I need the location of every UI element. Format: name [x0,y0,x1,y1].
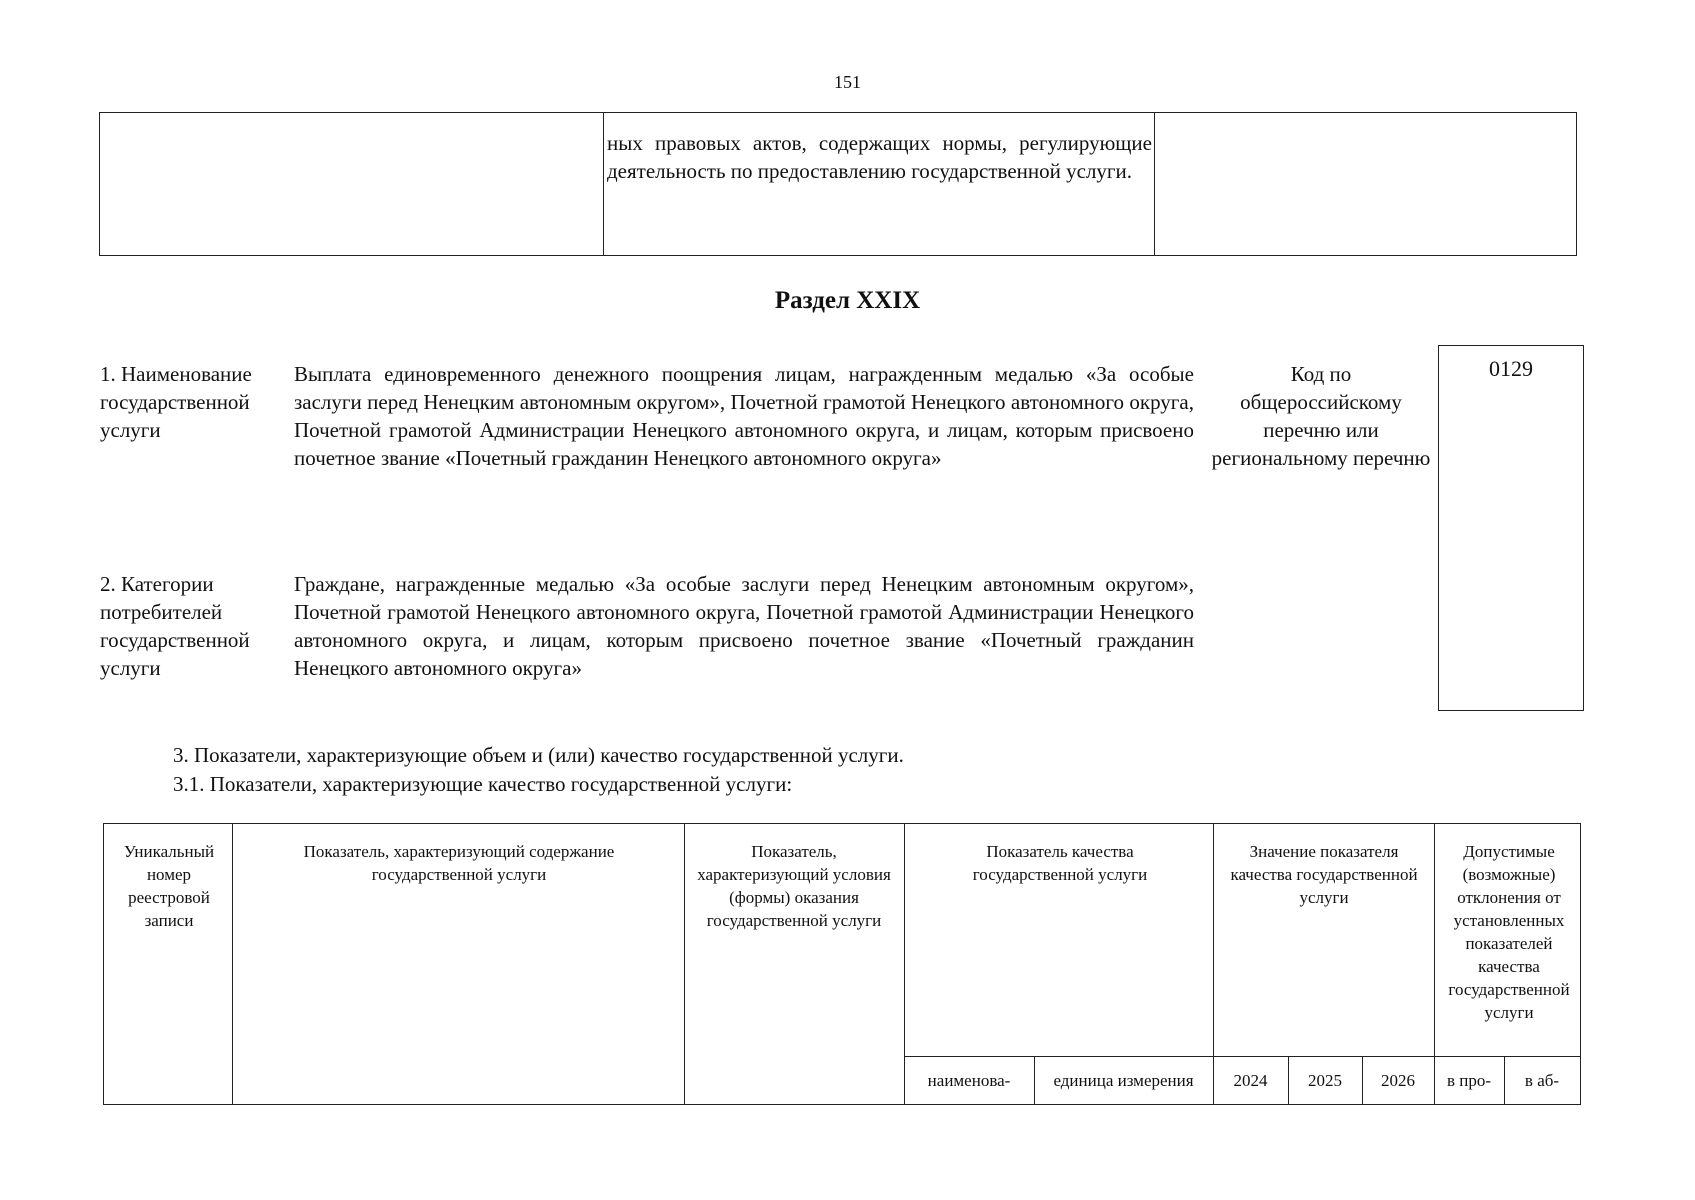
quality-indicators-heading: 3.1. Показатели, характеризующие качество государственной услуги: [173,772,793,796]
subheader-year: 2026 [1381,1071,1415,1090]
table-divider [1434,824,1435,1104]
subheader-year: 2025 [1308,1071,1342,1090]
service-name-label: 1. Наименование государственной услуги [100,362,252,442]
page-number: 151 [834,72,861,92]
header-quality-value: Значение показателя качества государственной услуги [1230,842,1418,907]
table-divider [1154,113,1155,255]
subheader-absolute: в аб- [1524,1071,1560,1090]
table-divider [684,824,685,1104]
subheader-divider [904,1056,1580,1057]
quality-indicators-table [103,823,1581,1105]
header-conditions-indicator: Показатель, характеризующий условия (формы) оказания государственной услуги [697,842,891,930]
subheader-year: 2024 [1233,1071,1268,1090]
subheader-name: наименова- [927,1071,1011,1090]
registry-code-value: 0129 [1489,356,1533,381]
indicators-heading: 3. Показатели, характеризующие объем и (или) качество государственной услуги. [173,743,904,767]
table-divider [904,824,905,1104]
continuation-cell-text: ных правовых актов, содержащих нормы, регулирующие деятельность по предоставлению государственной услуги. [607,131,1152,183]
registry-code-box [1438,345,1584,711]
table-divider [232,824,233,1104]
section-title: Раздел XXIX [774,287,921,314]
header-quality-indicator: Показатель качества государственной услуги [972,842,1148,884]
consumer-categories-text: Граждане, награжденные медалью «За особые заслуги перед Ненецким автономным округом», Почетной грамотой Ненецкого автономного округа, Почетной грамотой Администрации Ненецкого автономного округа, и лицам, которым присвоено почетное звание «Почетный гражданин Ненецкого автономного округа» [294,572,1194,680]
registry-code-label: Код по общероссийскому перечню или региональному перечню [1211,362,1431,470]
table-divider [603,113,604,255]
service-name-text: Выплата единовременного денежного поощрения лицам, награжденным медалью «За особые заслуги перед Ненецким автономным округом», Почетной грамотой Ненецкого автономного округа, Почетной грамотой Администрации Ненецкого автономного округа, и лицам, которым присвоено почетное звание «Почетный гражданин Ненецкого автономного округа» [294,362,1194,470]
subheader-percent: в про- [1446,1071,1492,1090]
subheader-unit: единица измерения [1053,1071,1194,1090]
header-unique-number: Уникальный номер реестровой записи [123,842,215,930]
table-divider [1213,824,1214,1104]
consumer-categories-label: 2. Категории потребителей государственной услуги [100,572,250,680]
header-deviations: Допустимые (возможные) отклонения от установленных показателей качества государственной услуги [1448,842,1570,1022]
header-content-indicator: Показатель, характеризующий содержание государственной услуги [303,842,615,884]
